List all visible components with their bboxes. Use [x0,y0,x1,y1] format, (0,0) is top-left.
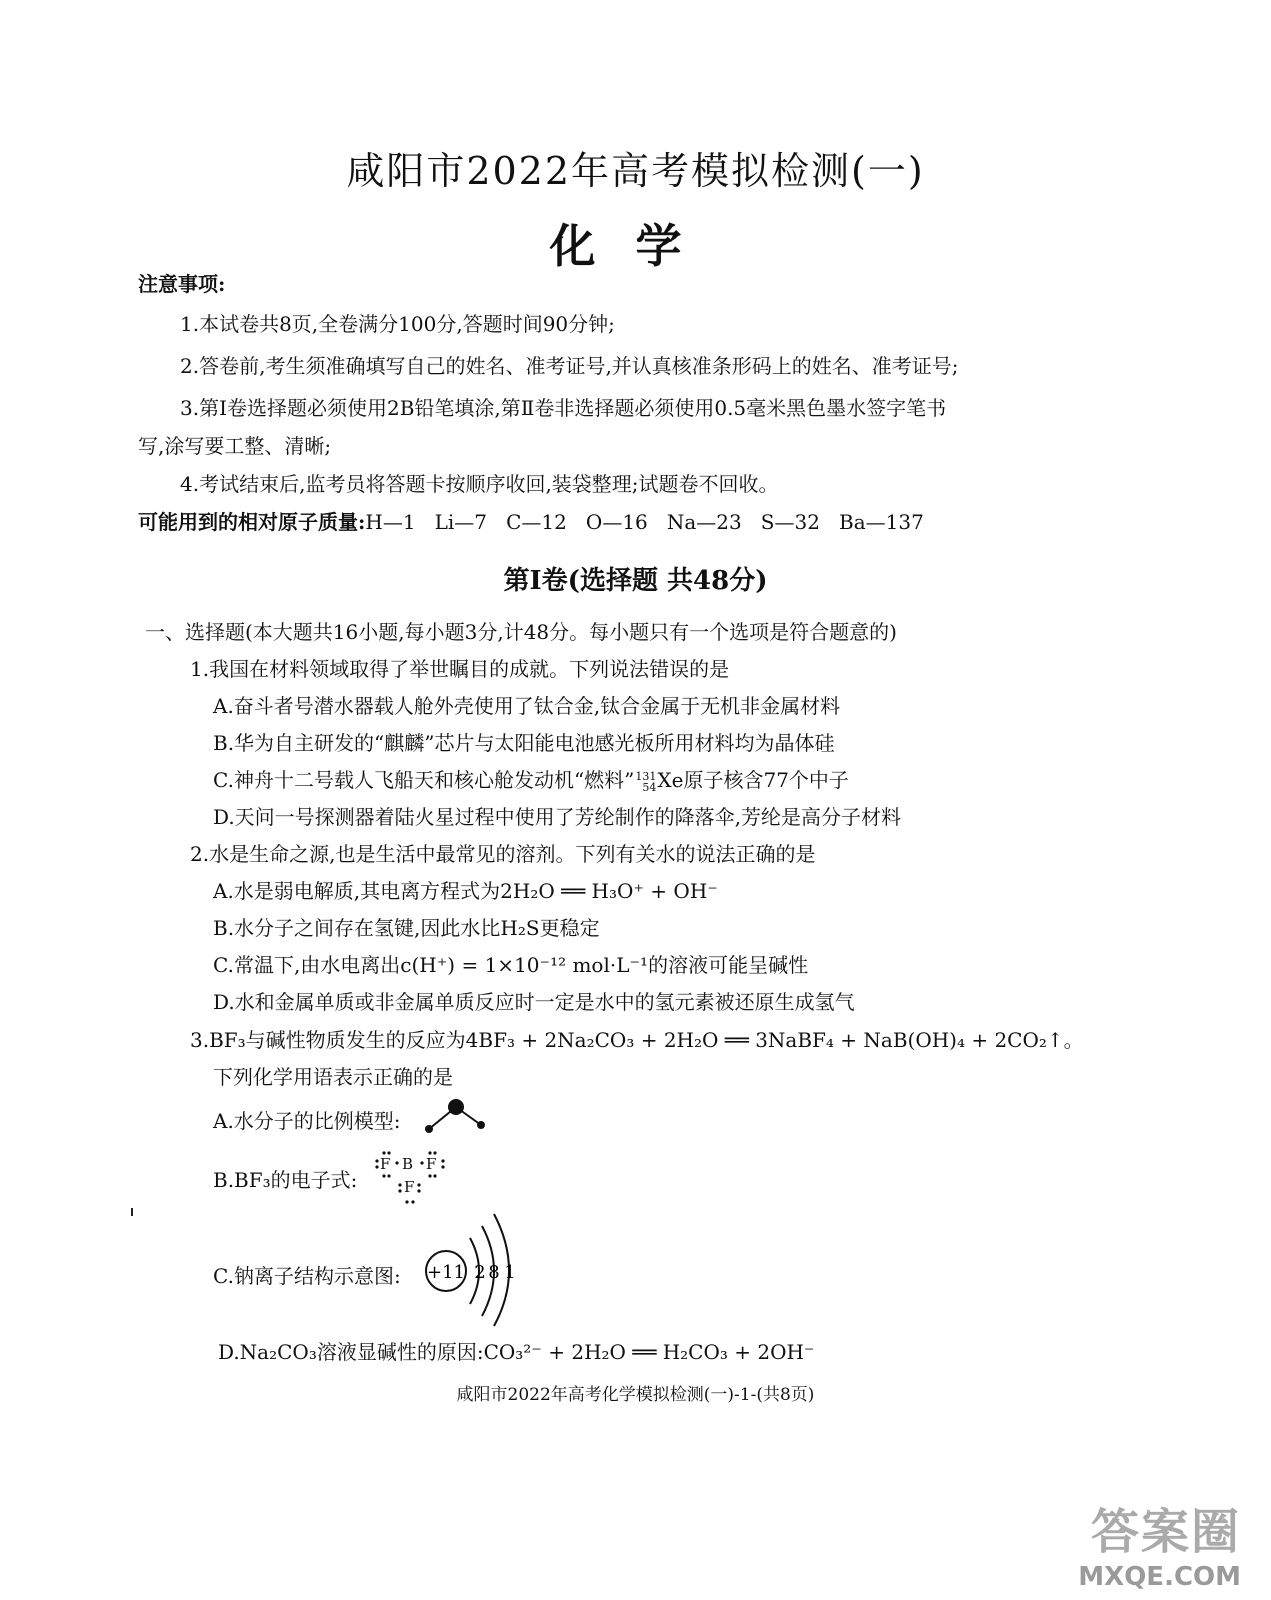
q1-option-c-post: Xe原子核含77个中子 [657,768,849,792]
shell-electrons-2: 8 [488,1262,500,1283]
fluorine-atom-left: F [380,1155,391,1173]
q1-option-b: B.华为自主研发的“麒麟”芯片与太阳能电池感光板所用材料均为晶体硅 [213,731,835,755]
q3-option-d: D.Na₂CO₃溶液显碱性的原因:CO₃²⁻ + 2H₂O ══ H₂CO₃ + 2OH⁻ [218,1340,815,1364]
q2-option-c: C.常温下,由水电离出c(H⁺) = 1×10⁻¹² mol·L⁻¹的溶液可能呈碱性 [213,953,809,977]
atomic-masses [138,508,924,536]
isotope-number: 54 [642,780,657,794]
notice-item-1: 1.本试卷共8页,全卷满分100分,答题时间90分钟; [180,312,615,336]
q3-stem: 3.BF₃与碱性物质发生的反应为4BF₃ + 2Na₂CO₃ + 2H₂O ══ 3NaBF₄ + NaB(OH)₄ + 2CO₂↑。 [190,1028,1084,1052]
watermark-logo: 答案圈 [1090,1504,1241,1560]
q2-stem: 2.水是生命之源,也是生活中最常见的溶剂。下列有关水的说法正确的是 [190,842,816,866]
isotope-notation [635,771,656,793]
shell-electrons-3: 1 [504,1262,516,1283]
notice-item-3-cont: 写,涂写要工整、清晰; [138,434,332,458]
fluorine-atom-bottom: F [404,1178,415,1196]
q1-option-c [213,766,849,794]
fluorine-atom-right: F [426,1155,437,1173]
isotope-mass: 131 [635,769,657,783]
water-model-diagram [420,1094,500,1140]
q1-stem: 1.我国在材料领域取得了举世瞩目的成就。下列说法错误的是 [190,657,730,681]
atomic-masses-values: H—1 Li—7 C—12 O—16 Na—23 S—32 Ba—137 [365,510,924,534]
exam-title: 咸阳市2022年高考模拟检测(一) [346,149,925,193]
subject-title: 化学 [549,219,722,273]
scan-mark [131,1208,133,1216]
q2-option-d: D.水和金属单质或非金属单质反应时一定是水中的氢元素被还原生成氢气 [213,990,855,1014]
boron-atom: B [402,1155,414,1173]
q1-option-c-pre: C.神舟十二号载人飞船天和核心舱发动机“燃料” [213,768,635,792]
atomic-masses-label: 可能用到的相对原子质量: [138,510,366,534]
notice-item-2: 2.答卷前,考生须准确填写自己的姓名、准考证号,并认真核准条形码上的姓名、准考证号; [180,354,959,378]
oxygen-atom [448,1099,464,1115]
notice-item-4: 4.考试结束后,监考员将答题卡按顺序收回,装袋整理;试题卷不回收。 [180,472,779,496]
q1-option-d: D.天问一号探测器着陆火星过程中使用了芳纶制作的降落伞,芳纶是高分子材料 [213,805,902,829]
shell-electrons-1: 2 [474,1262,486,1283]
q2-option-b: B.水分子之间存在氢键,因此水比H₂S更稳定 [213,916,600,940]
sodium-ion-structure-diagram [420,1210,530,1328]
notice-item-3: 3.第Ⅰ卷选择题必须使用2B铅笔填涂,第Ⅱ卷非选择题必须使用0.5毫米黑色墨水签字笔书 [180,396,947,420]
q3-option-b: B.BF₃的电子式: [213,1168,358,1192]
notice-heading: 注意事项: [138,272,226,296]
bf3-electron-dot-diagram [372,1148,452,1206]
q3-option-a: A.水分子的比例模型: [213,1109,401,1133]
q2-option-a: A.水是弱电解质,其电离方程式为2H₂O ══ H₃O⁺ + OH⁻ [213,879,718,903]
nucleus-charge: +11 [427,1262,465,1283]
q3-option-c: C.钠离子结构示意图: [213,1264,401,1288]
section-instruction: 一、选择题(本大题共16小题,每小题3分,计48分。每小题只有一个选项是符合题意的) [145,620,897,644]
watermark-url: MXQE.COM [1078,1562,1241,1592]
hydrogen-atom [425,1125,433,1133]
section-title: 第Ⅰ卷(选择题 共48分) [503,566,768,596]
watermark [1078,1493,1241,1592]
q1-option-a: A.奋斗者号潜水器载人舱外壳使用了钛合金,钛合金属于无机非金属材料 [213,694,841,718]
page-footer: 咸阳市2022年高考化学模拟检测(一)-1-(共8页) [456,1385,815,1405]
hydrogen-atom [477,1121,485,1129]
q3-stem-cont: 下列化学用语表示正确的是 [213,1065,453,1089]
electron-dots [372,1148,452,1206]
